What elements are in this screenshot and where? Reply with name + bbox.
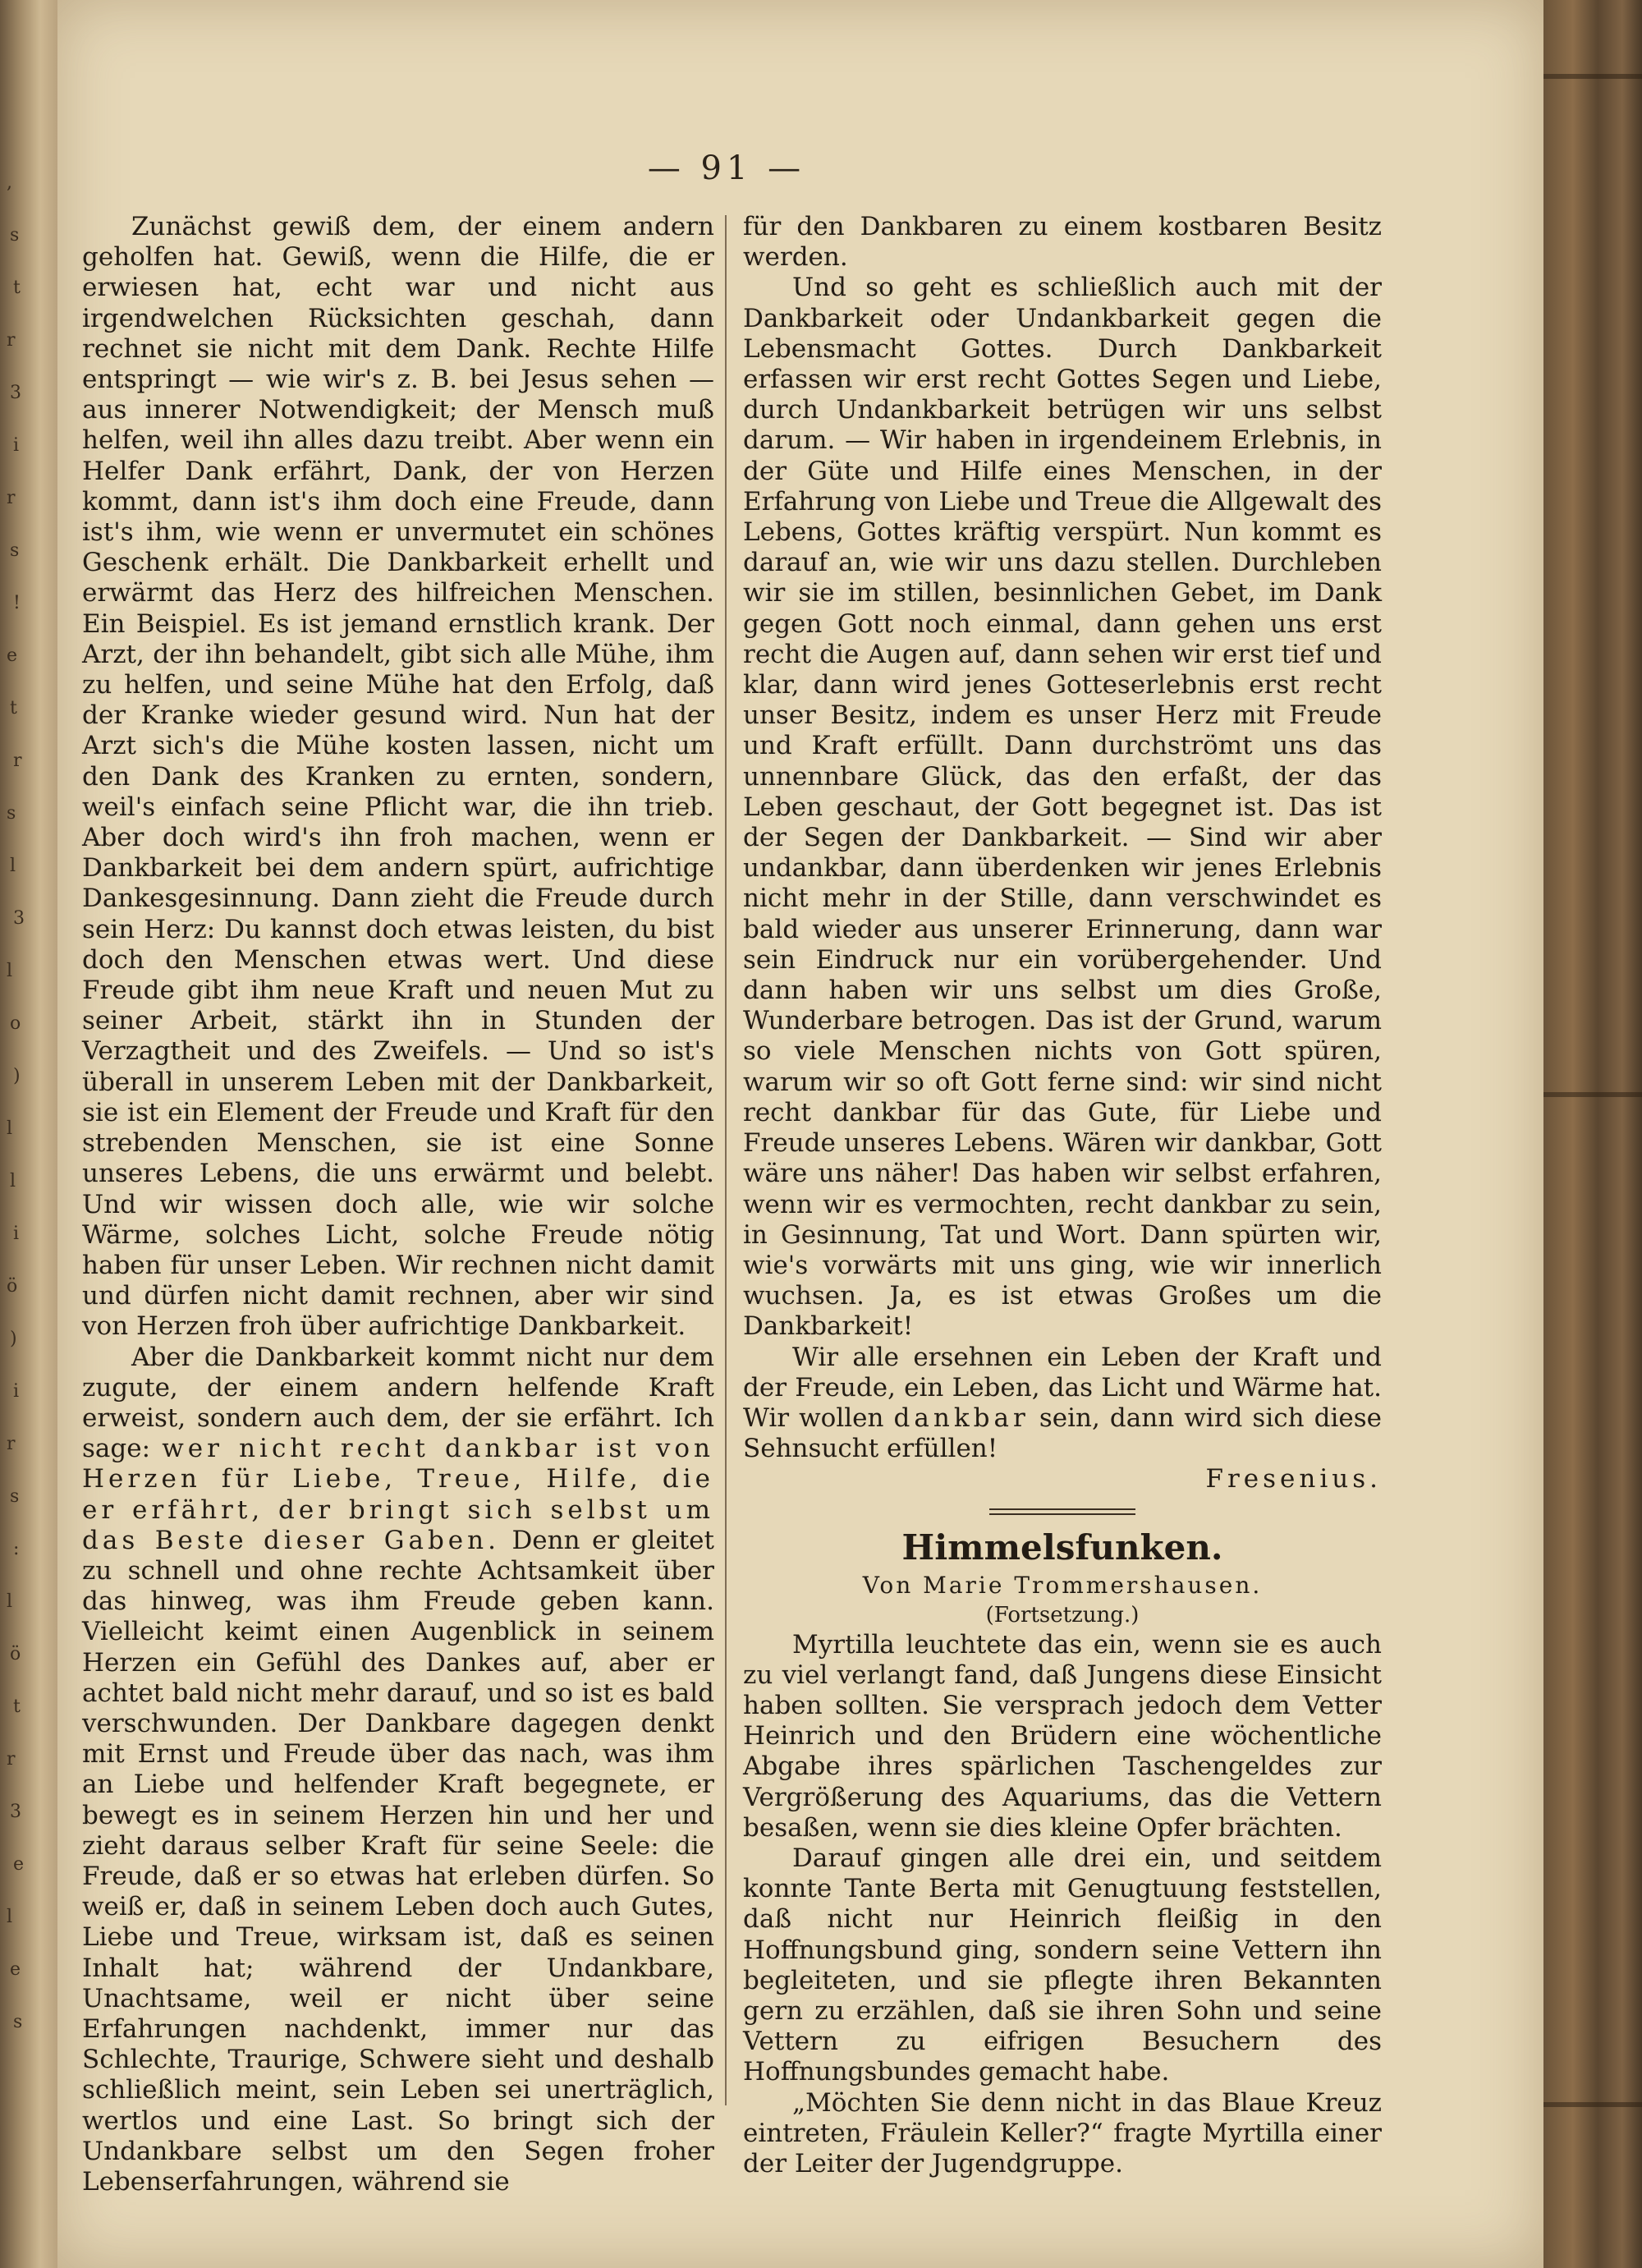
edge-fragment: r bbox=[7, 488, 16, 508]
paragraph: Zunächst gewiß dem, der einem andern geholfen hat. Gewiß, wenn die Hilfe, die er erwiesen hat, echt war und nicht aus irgendwelchen Rücksichten geschah, dann rechnet sie nicht mit dem Dank. Rechte Hilfe entspringt — wie wir's z. B. bei Jesus sehen — aus innerer Notwendigkeit; der Mensch muß helfen, weil ihn alles dazu treibt. Aber wenn ein Helfer Dank erfährt, Dank, der von Herzen kommt, dann ist's ihm doch eine Freude, dann ist's ihm, wie wenn er unvermutet ein schönes Geschenk erhält. Die Dankbarkeit erhellt und erwärmt das Herz des hilfreichen Menschen. Ein Beispiel. Es ist jemand ernstlich krank. Der Arzt, der ihn behandelt, gibt sich alle Mühe, ihm zu helfen, und seine Mühe hat den Erfolg, daß der Kranke wieder gesund wird. Nun hat der Arzt sich's die Mühe kosten lassen, nicht um den Dank des Kranken zu ernten, sondern, weil's einfach seine Pflicht war, die ihn trieb. Aber doch wird's ihn froh machen, wenn er Dankbarkeit bei dem andern spürt, aufrichtige Dankesgesinnung. Dann zieht die Freude durch sein Herz: Du kannst doch etwas leisten, du bist doch den Menschen etwas wert. Und diese Freude gibt ihm neue Kraft und neuen Mut zu seiner Arbeit, stärkt ihn in Stunden der Verzagtheit und des Zweifels. — Und so ist's überall in unserem Leben mit der Dankbarkeit, sie ist ein Element der Freude und Kraft für den strebenden Menschen, sie ist eine Sonne unseres Lebens, die uns erwärmt und belebt. Und wir wissen doch alle, wie wir solche Wärme, solches Licht, solche Freude nötig haben für unser Leben. Wir rechnen nicht damit und dürfen nicht damit rechnen, aber wir sind von Herzen froh über aufrichtige Dankbarkeit. bbox=[82, 212, 714, 1342]
text: Aber die Dankbarkeit kommt nicht nur dem zugute, der einem andern helfende Kraft erweist, sondern auch dem, der sie erfährt. Ich sage: bbox=[82, 1342, 714, 1464]
paragraph: Myrtilla leuchtete das ein, wenn sie es auch zu viel verlangt fand, daß Jungens diese Einsicht haben sollten. Sie versprach jedoch dem Vetter Heinrich und den Brüdern eine wöchentliche Abgabe ihres spärlichen Taschengeldes zur Vergrößerung des Aquariums, das die Vettern besaßen, wenn sie dies kleine Opfer brächten. bbox=[743, 1629, 1382, 1843]
edge-fragment: l bbox=[7, 1591, 13, 1612]
edge-fragment: t bbox=[13, 1696, 21, 1717]
previous-page-edge bbox=[0, 0, 57, 2268]
edge-fragment: ! bbox=[13, 593, 21, 613]
author-signature: Fresenius. bbox=[1205, 1464, 1382, 1494]
edge-fragment: 3 bbox=[10, 1802, 21, 1822]
edge-fragment: ) bbox=[13, 1066, 21, 1086]
edge-fragment: r bbox=[7, 330, 16, 351]
right-column bbox=[743, 212, 1382, 2179]
paragraph bbox=[743, 1343, 1382, 1465]
edge-fragment: 3 bbox=[10, 383, 21, 403]
left-column bbox=[82, 212, 714, 2197]
story-title: Himmelsfunken. bbox=[901, 1527, 1223, 1568]
edge-fragment: : bbox=[13, 1539, 20, 1559]
edge-fragment: s bbox=[10, 225, 20, 246]
column-divider bbox=[725, 215, 727, 2105]
story-byline: Von Marie Trommershausen. bbox=[862, 1571, 1263, 1599]
edge-fragment: t bbox=[13, 278, 21, 298]
paragraph: Und so geht es schließlich auch mit der Dankbarkeit oder Undankbarkeit gegen die Lebensmacht Gottes. Durch Dankbarkeit erfassen wir erst recht Gottes Segen und Liebe, durch Undankbarkeit betrügen wir uns selbst darum. — Wir haben in irgendeinem Erlebnis, in der Güte und Hilfe eines Menschen, in der Erfahrung von Liebe und Treue die Allgewalt des Lebens, Gottes kräftig verspürt. Nun kommt es darauf an, wie wir uns dazu stellen. Durchleben wir sie im stillen, besinnlichen Gebet, im Dank gegen Gott noch einmal, dann gehen uns erst recht die Augen auf, dann sehen wir erst tief und klar, dann wird jenes Gotteserlebnis erst recht unser Besitz, indem es unser Herz mit Freude und Kraft erfüllt. Dann durchströmt uns das unnennbare Glück, das den erfaßt, der das Leben geschaut, der Gott begegnet ist. Das ist der Segen der Dankbarkeit. — Sind wir aber undankbar, dann überdenken wir jenes Erlebnis nicht mehr in der Stille, dann verschwindet es bald wieder aus unserer Erinnerung, dann war sein Eindruck nur ein vorübergehender. Und dann haben wir uns selbst um dies Große, Wunderbare betrogen. Das ist der Grund, warum so viele Menschen nichts von Gott spüren, warum wir so oft Gott ferne sind: wir sind nicht recht dankbar für das Gute, für Liebe und Freude unseres Lebens. Wären wir dankbar, Gott wäre uns näher! Das haben wir selbst erfahren, wenn wir es vermochten, recht dankbar zu sein, in Gesinnung, Tat und Wort. Dann spürten wir, wie's vorwärts mit uns ging, wie wir innerlich wuchsen. Ja, es ist etwas Großes um die Dankbarkeit! bbox=[743, 273, 1382, 1342]
edge-fragment: i bbox=[13, 435, 20, 456]
paragraph bbox=[82, 1343, 714, 2198]
paragraph: für den Dankbaren zu einem kostbaren Besitz werden. bbox=[743, 212, 1382, 273]
edge-fragment: 3 bbox=[13, 908, 25, 929]
text: Denn er gleitet zu schnell und ohne rechte Achtsamkeit über das hinweg, was ihm Freude geben kann. Vielleicht keimt einen Augenblick in seinem Herzen ein Gefühl des Dankes auf, aber er achtet bald nicht mehr darauf, und so ist es bald verschwunden. Der Dankbare dagegen denkt mit Ernst und Freude über das nach, was ihm an Liebe und helfender Kraft begegnete, er bewegt es in seinem Herzen hin und her und zieht daraus selber Kraft für seine Seele: die Freude, daß er so etwas hat erleben dürfen. So weiß er, daß in seinem Leben doch auch Gutes, Liebe und Treue, wirksam ist, daß es seinen Inhalt hat; während der Undankbare, Unachtsame, weil er nicht über seine Erfahrungen nachdenkt, immer nur das Schlechte, Traurige, Schwere sieht und deshalb schließlich meint, sein Leben sei unerträglich, wertlos und eine Last. So bringt sich der Undankbare selbst um den Segen froher Lebenserfahrungen, während sie bbox=[82, 1525, 714, 2197]
edge-fragment: l bbox=[7, 961, 13, 981]
edge-fragment: o bbox=[10, 1013, 21, 1034]
page-number: — 91 — bbox=[647, 149, 806, 187]
edge-fragment: ö bbox=[10, 1644, 21, 1664]
edge-fragment: e bbox=[7, 645, 18, 666]
edge-fragment: s bbox=[10, 1486, 20, 1507]
edge-fragment: t bbox=[10, 698, 17, 719]
edge-fragment: s bbox=[13, 2012, 23, 2032]
section-rule bbox=[989, 1508, 1135, 1515]
emphasized-text: dankbar bbox=[893, 1403, 1030, 1433]
edge-fragment: l bbox=[10, 1171, 16, 1191]
emphasized-text: wer nicht recht dankbar ist von Herzen für Liebe, Treue, Hilfe, die er erfährt, der bringt sich selbst um das Beste dieser Gaben. bbox=[82, 1434, 714, 1555]
edge-fragment: s bbox=[10, 540, 20, 561]
text: Wir alle ersehnen ein Leben der Kraft und der Freude, ein Leben, das Licht und Wärme hat. Wir wollen bbox=[743, 1342, 1382, 1433]
book-spine bbox=[1543, 0, 1642, 2268]
edge-fragment: l bbox=[10, 856, 16, 876]
signature-line bbox=[743, 1464, 1382, 1494]
paragraph: Darauf gingen alle drei ein, und seitdem konnte Tante Berta mit Genugtuung feststellen, daß nicht nur Heinrich fleißig in den Hoffnungsbund ging, sondern seine Vettern ihn begleiteten, und sie pflegte ihren Bekannten gern zu erzählen, daß sie ihren Sohn und seine Vettern zu eifrigen Besuchern des Hoffnungsbundes gemacht habe. bbox=[743, 1843, 1382, 2087]
paragraph: „Möchten Sie denn nicht in das Blaue Kreuz eintreten, Fräulein Keller?“ fragte Myrtilla einer der Leiter der Jugendgruppe. bbox=[743, 2087, 1382, 2178]
edge-fragment: e bbox=[10, 1959, 21, 1980]
edge-fragment: i bbox=[13, 1224, 20, 1244]
edge-fragment: r bbox=[7, 1749, 16, 1770]
edge-fragment: l bbox=[7, 1907, 13, 1927]
text: sein, dann wird sich diese Sehnsucht erfüllen! bbox=[743, 1403, 1382, 1464]
edge-fragment: i bbox=[13, 1381, 20, 1402]
edge-fragment: r bbox=[13, 751, 22, 771]
edge-fragment: l bbox=[7, 1118, 13, 1139]
continuation-note: (Fortsetzung.) bbox=[985, 1602, 1140, 1628]
edge-fragment: ö bbox=[7, 1276, 18, 1297]
edge-fragment: r bbox=[7, 1434, 16, 1454]
edge-fragment: , bbox=[7, 172, 12, 193]
edge-fragment: e bbox=[13, 1854, 25, 1875]
edge-fragment: ) bbox=[10, 1329, 17, 1349]
edge-fragment: s bbox=[7, 803, 16, 824]
